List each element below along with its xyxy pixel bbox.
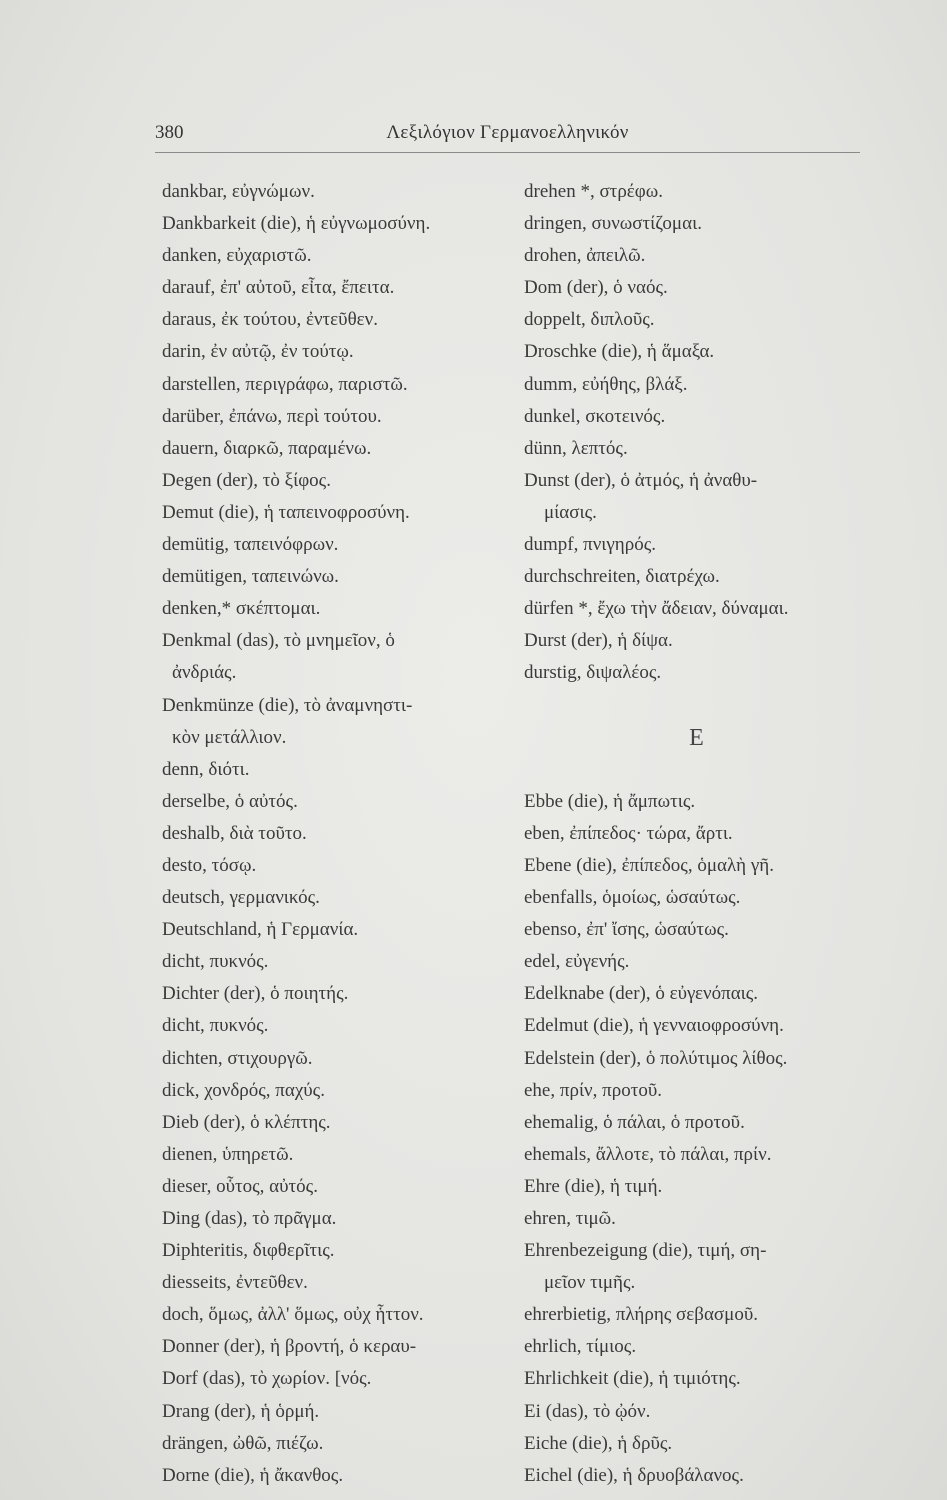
dictionary-entry: ebenfalls, ὁμοίως, ὡσαύτως. [524,887,741,909]
dictionary-entry: dicht, πυκνός. [162,951,269,973]
dictionary-entry: durstig, διψαλέος. [524,662,662,684]
dictionary-entry: dieser, οὗτος, αὐτός. [162,1175,318,1197]
dictionary-entry: Ehrlichkeit (die), ἡ τιμιότης. [524,1368,741,1390]
dictionary-entry: dürfen *, ἔχω τὴν ἄδειαν, δύναμαι. [524,598,789,620]
section-letter: E [689,724,704,751]
dictionary-entry: ἀνδριάς. [172,662,237,684]
dictionary-entry: Dieb (der), ὁ κλέπτης. [162,1111,331,1133]
dictionary-entry: dankbar, εὐγνώμων. [162,181,315,202]
blank-line [524,690,869,722]
dictionary-entry: Dichter (der), ὁ ποιητής. [162,983,349,1005]
page-header [155,122,860,153]
dictionary-entry: Ebene (die), ἐπίπεδος, ὁμαλὴ γῆ. [524,854,774,876]
dictionary-entry: Edelknabe (der), ὁ εὐγενόπαις. [524,983,759,1005]
dictionary-entry: daraus, ἐκ τούτου, ἐντεῦθεν. [162,309,378,331]
dictionary-entry: ebenso, ἐπ' ἴσης, ὡσαύτως. [524,919,729,941]
dictionary-entry: dumpf, πνιγηρός. [524,534,656,556]
dictionary-entry: Diphteritis, διφθερῖτις. [162,1240,335,1262]
dictionary-entry: desto, τόσῳ. [162,854,257,876]
dictionary-entry: demütig, ταπεινόφρων. [162,534,339,556]
dictionary-entry: dicht, πυκνός. [162,1015,269,1037]
page-title: Λεξιλόγιον Γερμανοελληνικόν [386,122,629,143]
dictionary-entry: demütigen, ταπεινώνω. [162,566,339,588]
dictionary-entry: Ebbe (die), ἡ ἄμπωτις. [524,790,696,812]
dictionary-entry: danken, εὐχαριστῶ. [162,245,312,267]
dictionary-entry: darstellen, περιγράφω, παριστῶ. [162,373,408,395]
dictionary-entry: drehen *, στρέφω. [524,181,664,202]
dictionary-entry: doch, ὅμως, ἀλλ' ὅμως, οὐχ ἧττον. [162,1304,424,1326]
dictionary-entry: derselbe, ὁ αὐτός. [162,790,298,812]
dictionary-entry: ehemals, ἄλλοτε, τὸ πάλαι, πρίν. [524,1143,772,1165]
dictionary-entry: Dom (der), ὁ ναός. [524,277,668,299]
dictionary-entry: drängen, ὠθῶ, πιέζω. [162,1432,324,1454]
dictionary-entry: Degen (der), τὸ ξίφος. [162,469,331,491]
dictionary-entry: Eichel (die), ἡ δρυοβάλανος. [524,1464,744,1486]
dictionary-entry: Edelstein (der), ὁ πολύτιμος λίθος. [524,1047,788,1069]
dictionary-entry: Deutschland, ἡ Γερμανία. [162,919,359,941]
dictionary-entry: Denkmünze (die), τὸ ἀναμνηστι- [162,694,413,716]
page-number: 380 [155,122,184,143]
dictionary-entry: Denkmal (das), τὸ μνημεῖον, ὁ [162,630,395,652]
dictionary-entry: Dunst (der), ὁ ἀτμός, ἡ ἀναθυ- [524,469,758,491]
dictionary-entry: darauf, ἐπ' αὐτοῦ, εἶτα, ἔπειτα. [162,277,395,299]
dictionary-entry: μίασις. [544,501,597,523]
dictionary-entry: ehrerbietig, πλήρης σεβασμοῦ. [524,1304,758,1326]
dictionary-entry: Droschke (die), ἡ ἅμαξα. [524,341,715,363]
dictionary-entry: Demut (die), ἡ ταπεινοφροσύνη. [162,501,410,523]
dictionary-entry: dienen, ὑπηρετῶ. [162,1143,294,1165]
right-column [524,176,869,1492]
blank-line [524,754,869,786]
dictionary-entry: dunkel, σκοτεινός. [524,405,666,427]
dictionary-entry: Durst (der), ἡ δίψα. [524,630,673,652]
dictionary-entry: Ding (das), τὸ πρᾶγμα. [162,1208,337,1229]
dictionary-entry: Ehrenbezeigung (die), τιμή, ση- [524,1240,767,1262]
dictionary-entry: Dorne (die), ἡ ἄκανθος. [162,1464,344,1486]
left-column [162,176,507,1492]
dictionary-entry: deutsch, γερμανικός. [162,887,320,909]
dictionary-entry: κὸν μετάλλιον. [172,726,287,748]
dictionary-entry: dringen, συνωστίζομαι. [524,213,702,235]
dictionary-entry: drohen, ἀπειλῶ. [524,245,646,267]
dictionary-entry: Ehre (die), ἡ τιμή. [524,1175,663,1197]
dictionary-entry: ehe, πρίν, προτοῦ. [524,1079,663,1101]
dictionary-entry: darin, ἐν αὐτῷ, ἐν τούτῳ. [162,341,354,363]
dictionary-entry: eben, ἐπίπεδος· τώρα, ἄρτι. [524,822,733,844]
dictionary-entry: ehemalig, ὁ πάλαι, ὁ προτοῦ. [524,1111,745,1133]
dictionary-entry: denn, διότι. [162,758,250,780]
dictionary-entry: diesseits, ἐντεῦθεν. [162,1272,308,1294]
dictionary-entry: dauern, διαρκῶ, παραμένω. [162,437,372,459]
dictionary-entry: Edelmut (die), ἡ γενναιοφροσύνη. [524,1015,784,1037]
dictionary-entry: ehren, τιμῶ. [524,1208,616,1229]
dictionary-entry: darüber, ἐπάνω, περὶ τούτου. [162,405,382,427]
dictionary-entry: Donner (der), ἡ βροντή, ὁ κεραυ- [162,1336,417,1358]
dictionary-entry: durchschreiten, διατρέχω. [524,566,720,588]
dictionary-entry: deshalb, διὰ τοῦτο. [162,822,307,844]
dictionary-entry: ehrlich, τίμιος. [524,1336,637,1358]
dictionary-entry: Drang (der), ἡ ὁρμή. [162,1400,320,1422]
dictionary-entry: doppelt, διπλοῦς. [524,309,655,331]
dictionary-entry: dumm, εὐήθης, βλάξ. [524,373,688,395]
dictionary-entry: Ei (das), τὸ ᾠόν. [524,1400,651,1422]
dictionary-entry: dichten, στιχουργῶ. [162,1047,313,1069]
dictionary-entry: Dankbarkeit (die), ἡ εὐγνωμοσύνη. [162,213,431,235]
dictionary-entry: Eiche (die), ἡ δρῦς. [524,1432,673,1454]
dictionary-entry: μεῖον τιμῆς. [544,1272,636,1294]
dictionary-entry: dünn, λεπτός. [524,437,628,459]
dictionary-entry: Dorf (das), τὸ χωρίον. [νός. [162,1368,372,1390]
dictionary-entry: edel, εὐγενής. [524,951,630,973]
dictionary-entry: dick, χονδρός, παχύς. [162,1079,325,1101]
dictionary-entry: denken,* σκέπτομαι. [162,598,321,620]
